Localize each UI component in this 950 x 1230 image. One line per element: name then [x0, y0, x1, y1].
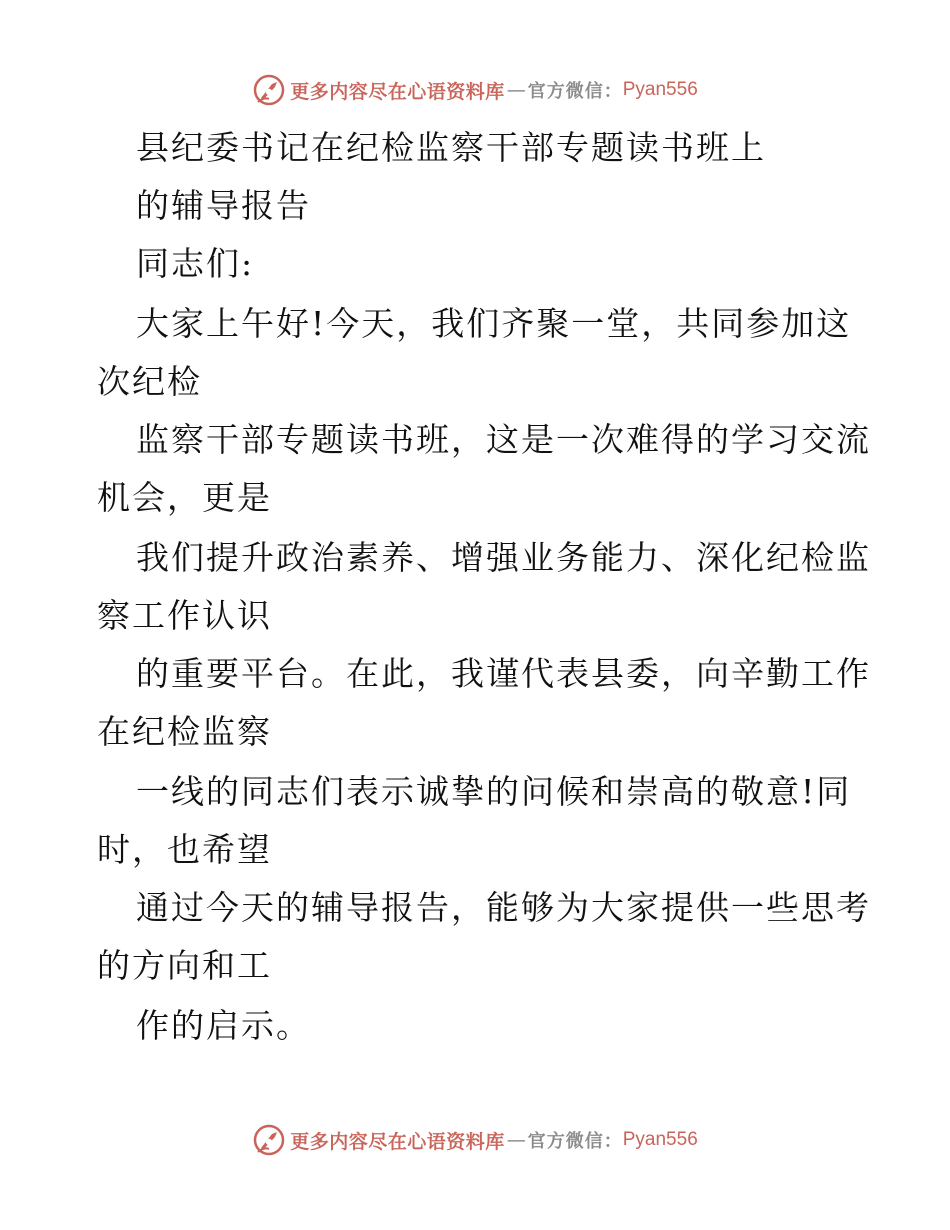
- paragraph-line: 机会，更是: [97, 478, 272, 517]
- paragraph-line: 时，也希望: [97, 830, 272, 869]
- paragraph-line: 的方向和工: [97, 946, 272, 985]
- banner-slogan: 更多内容尽在心语资料库: [290, 1130, 505, 1153]
- paragraph-line: 次纪检: [97, 362, 202, 401]
- paragraph-line: 察工作认识: [97, 596, 272, 635]
- banner-dash: —: [506, 1129, 526, 1151]
- paragraph-line: 大家上午好!今天，我们齐聚一堂，共同参加这: [136, 304, 852, 343]
- banner-dash: —: [506, 79, 526, 101]
- paragraph-line: 的重要平台。在此，我谨代表县委，向辛勤工作: [136, 654, 871, 693]
- paragraph-line: 我们提升政治素养、增强业务能力、深化纪检监: [136, 538, 871, 577]
- banner-wechat-label: 官方微信：: [527, 1131, 623, 1152]
- paragraph-line: 作的启示。: [136, 1006, 311, 1045]
- banner-slogan: 更多内容尽在心语资料库: [290, 80, 505, 103]
- pen-nib-logo-icon: [252, 73, 286, 107]
- paragraph-line: 在纪检监察: [97, 712, 272, 751]
- doc-title-line-1: 县纪委书记在纪检监察干部专题读书班上: [136, 128, 766, 167]
- header-banner: [0, 70, 950, 110]
- paragraph-line: 通过今天的辅导报告，能够为大家提供一些思考: [136, 888, 871, 927]
- banner-wechat-id: Pyan556: [622, 1129, 698, 1150]
- footer-banner: [0, 1120, 950, 1160]
- banner-wechat-id: Pyan556: [622, 79, 698, 100]
- banner-wechat-label: 官方微信：: [527, 81, 623, 102]
- doc-title-line-2: 的辅导报告: [136, 186, 311, 225]
- pen-nib-logo-icon: [252, 1123, 286, 1157]
- paragraph-line: 监察干部专题读书班，这是一次难得的学习交流: [136, 420, 871, 459]
- salutation: 同志们:: [136, 244, 255, 283]
- paragraph-line: 一线的同志们表示诚挚的问候和崇高的敬意!同: [136, 772, 852, 811]
